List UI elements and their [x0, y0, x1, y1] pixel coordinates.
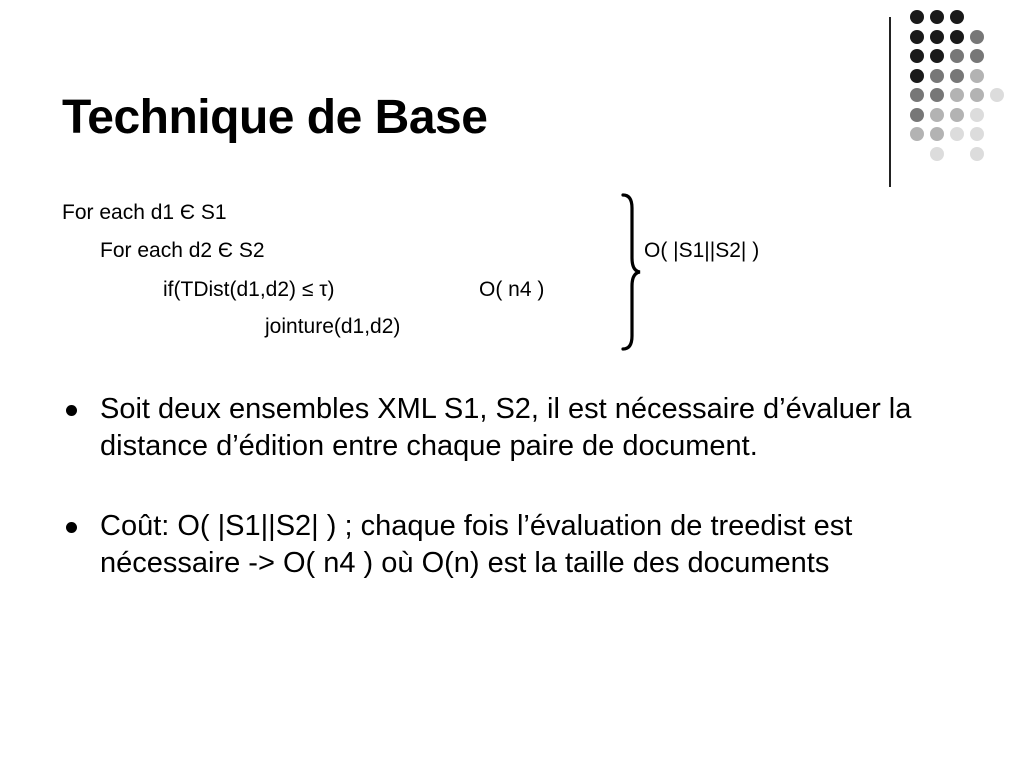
bullet-item — [66, 391, 986, 465]
bullet-list — [66, 391, 986, 582]
code-line-condition: if(TDist(d1,d2) ≤ τ) — [163, 278, 335, 301]
decorative-dot — [970, 127, 984, 141]
decorative-dot — [930, 69, 944, 83]
decorative-dot — [970, 88, 984, 102]
decorative-dot — [910, 127, 924, 141]
vertical-divider — [889, 17, 891, 187]
bullet-text: Soit deux ensembles XML S1, S2, il est nécessaire d’évaluer la distance d’édition entre chaque paire de document. — [100, 393, 912, 462]
decorative-dot — [970, 108, 984, 122]
decorative-dot — [930, 49, 944, 63]
decorative-dot — [930, 30, 944, 44]
decorative-dot — [950, 49, 964, 63]
decorative-dot — [970, 30, 984, 44]
bullet-item — [66, 508, 986, 582]
right-curly-brace — [618, 192, 642, 354]
decorative-dot — [950, 127, 964, 141]
decorative-dot — [910, 69, 924, 83]
decorative-dot — [950, 30, 964, 44]
decorative-dot — [930, 108, 944, 122]
decorative-dot — [950, 88, 964, 102]
decorative-dot — [910, 88, 924, 102]
decorative-dot — [970, 49, 984, 63]
decorative-dot — [970, 69, 984, 83]
code-line-join: jointure(d1,d2) — [265, 315, 401, 338]
decorative-dot — [910, 10, 924, 24]
decorative-dot — [950, 10, 964, 24]
outer-cost-label: O( |S1||S2| ) — [644, 239, 760, 262]
decorative-dot — [910, 49, 924, 63]
decorative-dot — [990, 88, 1004, 102]
slide-title: Technique de Base — [62, 91, 488, 144]
bullet-dot-icon — [66, 405, 77, 416]
decorative-dot — [910, 108, 924, 122]
decorative-dot — [930, 10, 944, 24]
bullet-dot-icon — [66, 522, 77, 533]
decorative-dot — [950, 69, 964, 83]
decorative-dot — [950, 108, 964, 122]
bullet-text: Coût: O( |S1||S2| ) ; chaque fois l’évaluation de treedist est nécessaire -> O( n4 ) où O(n) est la taille des documents — [100, 510, 853, 579]
code-line-outer-loop: For each d1 Є S1 — [62, 201, 227, 224]
decorative-dot — [930, 88, 944, 102]
decorative-dot — [930, 147, 944, 161]
decorative-dot — [970, 147, 984, 161]
decorative-dot — [910, 30, 924, 44]
code-line-inner-loop: For each d2 Є S2 — [100, 239, 265, 262]
decorative-dot — [930, 127, 944, 141]
inner-cost-label: O( n4 ) — [479, 278, 545, 301]
